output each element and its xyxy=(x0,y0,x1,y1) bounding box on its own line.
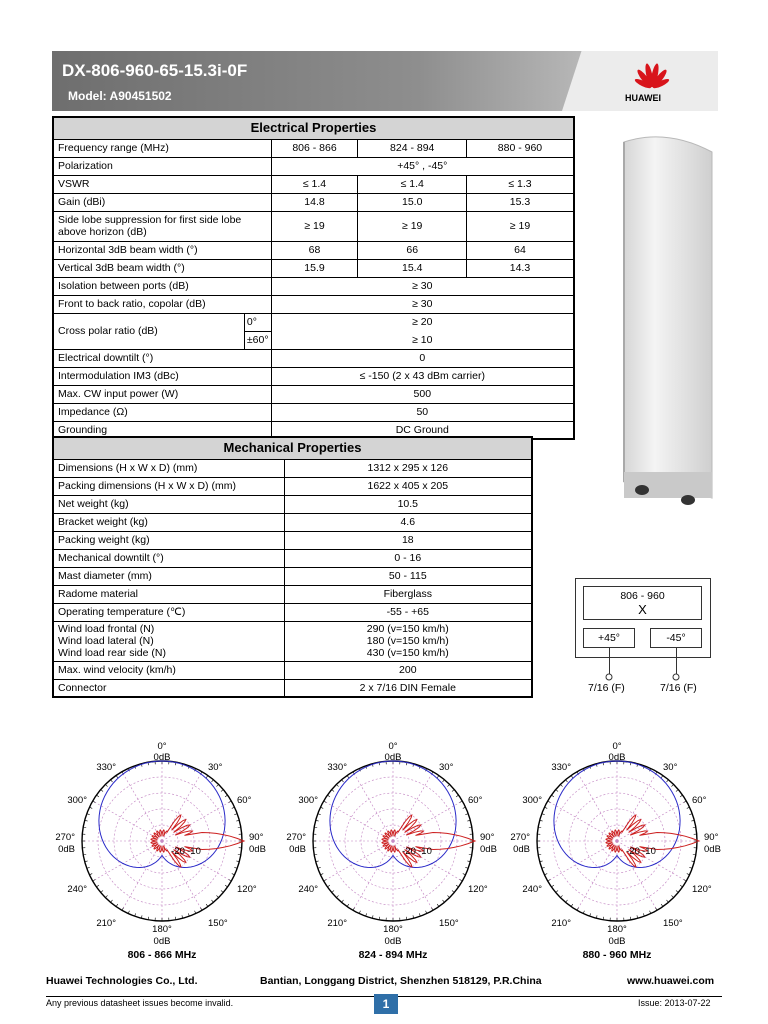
angle-label-210: 210° xyxy=(551,918,571,929)
table-row xyxy=(53,603,532,621)
row-label: Polarization xyxy=(53,157,271,175)
band-box xyxy=(583,586,702,620)
table-row xyxy=(53,349,574,367)
angle-label-330: 330° xyxy=(96,762,116,773)
chart-caption: 824 - 894 MHz xyxy=(358,949,428,961)
cell-value: 15.9 xyxy=(271,259,358,277)
angle-label-330: 330° xyxy=(327,762,347,773)
angle-label-90: 90° xyxy=(249,832,264,843)
cell-value: 500 xyxy=(271,385,574,403)
port-connector-icon xyxy=(671,672,681,682)
cell-value: ≥ 30 xyxy=(271,295,574,313)
angle-label-0: 0° xyxy=(388,741,398,752)
angle-label-150: 150° xyxy=(663,918,683,929)
cell-value: +45° , -45° xyxy=(271,157,574,175)
angle-label-300: 300° xyxy=(298,795,318,806)
table-row xyxy=(53,157,574,175)
cell-value: 290 (v=150 km/h) xyxy=(366,623,449,635)
row-label: Bracket weight (kg) xyxy=(53,513,284,531)
cell-subcondition: ±60° xyxy=(244,331,271,349)
angle-label-150: 150° xyxy=(439,918,459,929)
cell-value: 50 - 115 xyxy=(284,567,532,585)
table-row xyxy=(53,549,532,567)
row-label: Radome material xyxy=(53,585,284,603)
cell-value: ≥ 19 xyxy=(358,211,466,241)
angle-label-120: 120° xyxy=(692,884,712,895)
table-row xyxy=(53,585,532,603)
row-label: Horizontal 3dB beam width (°) xyxy=(53,241,271,259)
cell-value: 824 - 894 xyxy=(358,139,466,157)
row-label: Net weight (kg) xyxy=(53,495,284,513)
cell-value: 68 xyxy=(271,241,358,259)
port-label: 7/16 (F) xyxy=(588,682,625,694)
row-label: Operating temperature (℃) xyxy=(53,603,284,621)
row-label: Packing dimensions (H x W x D) (mm) xyxy=(53,477,284,495)
antenna-image xyxy=(612,130,722,510)
row-label: Grounding xyxy=(53,421,271,439)
cell-value: 880 - 960 xyxy=(466,139,574,157)
row-label: Frequency range (MHz) xyxy=(53,139,271,157)
angle-label-330: 330° xyxy=(551,762,571,773)
table-row xyxy=(53,211,574,241)
chart-caption: 880 - 960 MHz xyxy=(582,949,652,961)
cell-value: 806 - 866 xyxy=(271,139,358,157)
cell-subcondition: 0° xyxy=(244,313,271,331)
row-label: Mechanical downtilt (°) xyxy=(53,549,284,567)
cell-value: 15.0 xyxy=(358,193,466,211)
table-row xyxy=(53,679,532,697)
cell-value: 1312 x 295 x 126 xyxy=(284,459,532,477)
cell-value: 18 xyxy=(284,531,532,549)
mechanical-properties-table xyxy=(52,436,533,698)
model-number: Model: A90451502 xyxy=(68,89,172,103)
radial-label-minus10: -10 xyxy=(642,846,656,857)
angle-label-240: 240° xyxy=(67,884,87,895)
cell-value: ≤ 1.4 xyxy=(271,175,358,193)
cell-value: 180 (v=150 km/h) xyxy=(366,635,449,647)
row-label: Wind load frontal (N) xyxy=(58,623,155,635)
row-label: VSWR xyxy=(53,175,271,193)
table-row xyxy=(53,259,574,277)
angle-label-0: 0° xyxy=(612,741,622,752)
table-row xyxy=(53,661,532,679)
radial-label-minus20: -20 xyxy=(626,846,640,857)
cell-value: 430 (v=150 km/h) xyxy=(366,647,449,659)
table-row xyxy=(53,175,574,193)
cell-value: -55 - +65 xyxy=(284,603,532,621)
row-label: Max. CW input power (W) xyxy=(53,385,271,403)
electrical-properties-title: Electrical Properties xyxy=(53,117,574,139)
table-row xyxy=(53,241,574,259)
angle-label-120: 120° xyxy=(468,884,488,895)
cell-value: 10.5 xyxy=(284,495,532,513)
angle-label-60: 60° xyxy=(692,795,707,806)
footer-notice: Any previous datasheet issues become invalid. xyxy=(46,998,234,1008)
chart-caption: 806 - 866 MHz xyxy=(127,949,197,961)
cell-value: ≤ 1.4 xyxy=(358,175,466,193)
angle-label-30: 30° xyxy=(208,762,223,773)
cell-value: ≥ 10 xyxy=(271,331,574,349)
page-number-badge: 1 xyxy=(374,994,398,1014)
polarization-box-minus45: -45° xyxy=(650,628,702,648)
table-row xyxy=(53,277,574,295)
cell-value: 14.3 xyxy=(466,259,574,277)
table-row xyxy=(53,621,532,661)
cell-value: Fiberglass xyxy=(284,585,532,603)
angle-label-180: 180° xyxy=(607,924,627,935)
footer-website[interactable]: www.huawei.com xyxy=(627,975,715,987)
table-row xyxy=(53,313,574,331)
cell-value: 4.6 xyxy=(284,513,532,531)
row-label: Vertical 3dB beam width (°) xyxy=(53,259,271,277)
footer-issue-date: Issue: 2013-07-22 xyxy=(638,998,711,1008)
row-label: Electrical downtilt (°) xyxy=(53,349,271,367)
radial-label-minus10: -10 xyxy=(187,846,201,857)
row-label: Front to back ratio, copolar (dB) xyxy=(53,295,271,313)
row-label: Gain (dBi) xyxy=(53,193,271,211)
radial-label-minus20: -20 xyxy=(402,846,416,857)
db-label-bottom: 0dB xyxy=(384,936,402,947)
angle-label-60: 60° xyxy=(237,795,252,806)
cell-value: 200 xyxy=(284,661,532,679)
angle-label-180: 180° xyxy=(383,924,403,935)
table-row xyxy=(53,139,574,157)
angle-label-180: 180° xyxy=(152,924,172,935)
port-label: 7/16 (F) xyxy=(660,682,697,694)
radiation-pattern-chart xyxy=(507,738,727,963)
cell-value: DC Ground xyxy=(271,421,574,439)
row-label: Isolation between ports (dB) xyxy=(53,277,271,295)
angle-label-210: 210° xyxy=(327,918,347,929)
angle-label-60: 60° xyxy=(468,795,483,806)
db-label-right: 0dB xyxy=(249,844,266,855)
angle-label-300: 300° xyxy=(522,795,542,806)
row-label: Dimensions (H x W x D) (mm) xyxy=(53,459,284,477)
angle-label-0: 0° xyxy=(157,741,167,752)
table-row xyxy=(53,567,532,585)
cell-value: 15.4 xyxy=(358,259,466,277)
db-label-top: 0dB xyxy=(384,752,402,763)
angle-label-120: 120° xyxy=(237,884,257,895)
cell-value: 15.3 xyxy=(466,193,574,211)
cell-value: 2 x 7/16 DIN Female xyxy=(284,679,532,697)
angle-label-30: 30° xyxy=(663,762,678,773)
table-row xyxy=(53,403,574,421)
band-label: 806 - 960 xyxy=(620,590,665,602)
cell-value: 66 xyxy=(358,241,466,259)
cell-value: ≤ -150 (2 x 43 dBm carrier) xyxy=(271,367,574,385)
table-row xyxy=(53,295,574,313)
row-label: Mast diameter (mm) xyxy=(53,567,284,585)
radiation-pattern-chart xyxy=(283,738,503,963)
cell-value: 0 xyxy=(271,349,574,367)
db-label-top: 0dB xyxy=(608,752,626,763)
db-label-left: 0dB xyxy=(58,844,75,855)
row-label: Wind load rear side (N) xyxy=(58,647,166,659)
radial-label-minus10: -10 xyxy=(418,846,432,857)
angle-label-240: 240° xyxy=(522,884,542,895)
db-label-left: 0dB xyxy=(289,844,306,855)
angle-label-300: 300° xyxy=(67,795,87,806)
table-row xyxy=(53,513,532,531)
db-label-top: 0dB xyxy=(153,752,171,763)
table-row xyxy=(53,477,532,495)
angle-label-270: 270° xyxy=(286,832,306,843)
cell-value: 1622 x 405 x 205 xyxy=(284,477,532,495)
footer-address: Bantian, Longgang District, Shenzhen 518129, P.R.China xyxy=(260,975,542,987)
db-label-left: 0dB xyxy=(513,844,530,855)
angle-label-270: 270° xyxy=(510,832,530,843)
table-row xyxy=(53,367,574,385)
cell-value: 14.8 xyxy=(271,193,358,211)
row-label: Connector xyxy=(53,679,284,697)
angle-label-90: 90° xyxy=(480,832,495,843)
title-banner xyxy=(52,51,718,111)
table-row xyxy=(53,385,574,403)
db-label-bottom: 0dB xyxy=(153,936,171,947)
row-label: Side lobe suppression for first side lobe above horizon (dB) xyxy=(53,211,271,241)
footer-company: Huawei Technologies Co., Ltd. xyxy=(46,975,198,987)
angle-label-270: 270° xyxy=(55,832,75,843)
cross-polar-symbol: X xyxy=(638,602,647,617)
angle-label-30: 30° xyxy=(439,762,454,773)
cell-value: ≤ 1.3 xyxy=(466,175,574,193)
table-row xyxy=(53,531,532,549)
product-title: DX-806-960-65-15.3i-0F xyxy=(62,61,248,80)
row-label: Intermodulation IM3 (dBc) xyxy=(53,367,271,385)
brand-name: HUAWEI xyxy=(625,93,661,103)
row-label: Cross polar ratio (dB) xyxy=(53,313,244,349)
db-label-bottom: 0dB xyxy=(608,936,626,947)
port-connector-icon xyxy=(604,672,614,682)
cell-value: 0 - 16 xyxy=(284,549,532,567)
row-label: Wind load lateral (N) xyxy=(58,635,154,647)
row-label: Impedance (Ω) xyxy=(53,403,271,421)
table-row xyxy=(53,193,574,211)
mechanical-properties-title: Mechanical Properties xyxy=(53,437,532,459)
polarization-box-plus45: +45° xyxy=(583,628,635,648)
cell-value: ≥ 30 xyxy=(271,277,574,295)
cell-value: ≥ 19 xyxy=(271,211,358,241)
cell-value: 64 xyxy=(466,241,574,259)
radiation-pattern-chart xyxy=(52,738,272,963)
radial-label-minus20: -20 xyxy=(171,846,185,857)
electrical-properties-table xyxy=(52,116,575,440)
angle-label-240: 240° xyxy=(298,884,318,895)
row-label: Packing weight (kg) xyxy=(53,531,284,549)
angle-label-210: 210° xyxy=(96,918,116,929)
angle-label-90: 90° xyxy=(704,832,719,843)
db-label-right: 0dB xyxy=(704,844,721,855)
db-label-right: 0dB xyxy=(480,844,497,855)
cell-value: ≥ 19 xyxy=(466,211,574,241)
cell-value: ≥ 20 xyxy=(271,313,574,331)
table-row xyxy=(53,495,532,513)
row-label: Max. wind velocity (km/h) xyxy=(53,661,284,679)
angle-label-150: 150° xyxy=(208,918,228,929)
cell-value: 50 xyxy=(271,403,574,421)
table-row xyxy=(53,459,532,477)
